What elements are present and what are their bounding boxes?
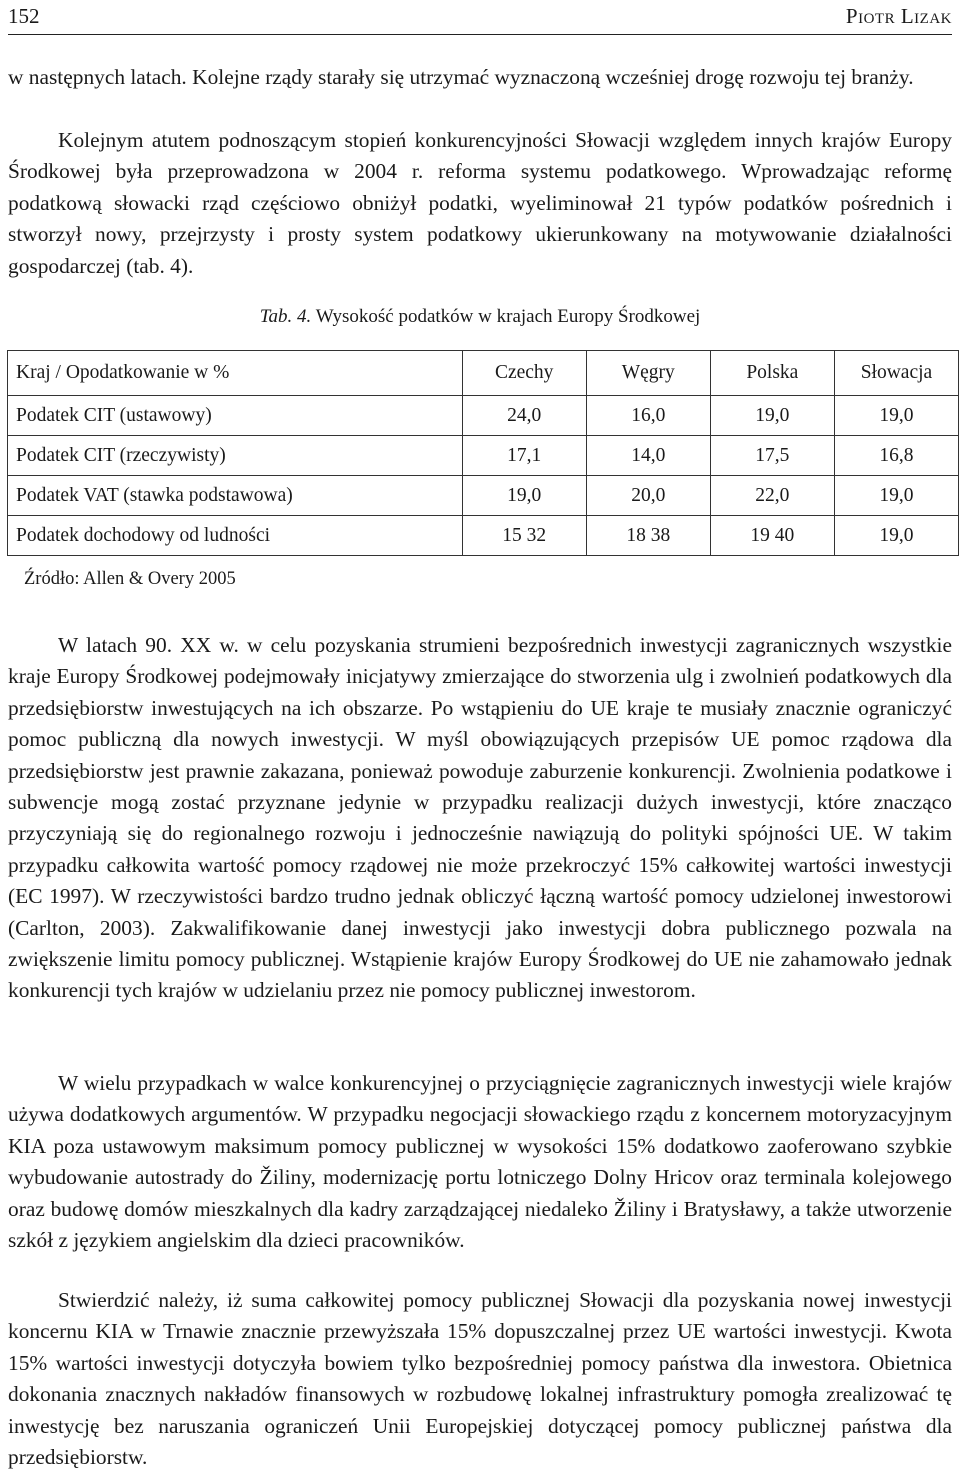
table-cell: 16,0 <box>586 396 710 436</box>
table-cell: 17,5 <box>710 436 834 476</box>
paragraph-continuation: w następnych latach. Kolejne rządy starały się utrzymać wyznaczoną wcześniej drogę rozwoju tej branży. <box>8 65 914 89</box>
running-author: Piotr Lizak <box>845 4 952 28</box>
paragraph-kia-negotiations: W wielu przypadkach w walce konkurencyjnej o przyciągnięcie zagranicznych inwestycji wiele krajów używa dodatkowych argumentów. W przypadku negocjacji słowackiego rządu z koncernem motoryzacyjnym KIA poza ustawowym maksimum pomocy publicznej w wysokości 15% dodatkowo zaoferowano szybkie wybudowanie autostrady do Žiliny, modernizację portu lotniczego Dolny Hricov oraz terminala kolejowego oraz budowę domów mieszkalnych dla kadry zarządzającej niedaleko Žiliny i Bratysławy, a także utworzenie szkół z językiem angielskim dla dzieci pracowników. <box>8 1071 952 1253</box>
table-cell: Podatek dochodowy od ludności <box>8 516 463 556</box>
page-header <box>8 0 952 35</box>
paragraph-conclusion: Stwierdzić należy, iż suma całkowitej pomocy publicznej Słowacji dla pozyskania nowej inwestycji koncernu KIA w Trnawie znacznie przewyższała 15% dopuszczalnej przez UE wartości inwestycji. Kwota 15% wartości inwestycji dotyczyła bowiem tylko bezpośredniej pomocy państwa dla inwestora. Obietnica dokonania znacznych nakładów finansowych w rozbudowę lokalnej infrastruktury pomogła zrealizować tę inwestycję bez naruszania ograniczeń Unii Europejskiej dotyczącej pomocy publicznej państwa dla przedsiębiorstw. <box>8 1288 952 1470</box>
table-cell: 20,0 <box>586 476 710 516</box>
table-cell: 19,0 <box>462 476 586 516</box>
column-header: Polska <box>710 351 834 396</box>
table-caption-title: Wysokość podatków w krajach Europy Środkowej <box>315 306 701 327</box>
column-header: Czechy <box>462 351 586 396</box>
table-source-note: Źródło: Allen & Overy 2005 <box>24 569 236 589</box>
table-row <box>8 476 959 516</box>
table-cell: 14,0 <box>586 436 710 476</box>
table-row <box>8 396 959 436</box>
table-cell: Podatek VAT (stawka podstawowa) <box>8 476 463 516</box>
column-header: Węgry <box>586 351 710 396</box>
table-cell: 19,0 <box>834 516 958 556</box>
table-cell: 17,1 <box>462 436 586 476</box>
table-cell: 24,0 <box>462 396 586 436</box>
paragraph-state-aid: W latach 90. XX w. w celu pozyskania strumieni bezpośrednich inwestycji zagranicznych wszystkie kraje Europy Środkowej podejmowały inicjatywy zmierzające do stworzenia ulg i zwolnień podatkowych dla przedsiębiorstw inwestujących na ich obszarze. Po wstąpieniu do UE kraje te musiały znacznie ograniczyć pomoc publiczną dla nowych inwestycji. W myśl obowiązujących przepisów UE pomoc rządowa dla przedsiębiorstw jest prawnie zakazana, ponieważ powoduje zaburzenie konkurencji. Zwolnienia podatkowe i subwencje mogą zostać przyznane jedynie w przypadku realizacji dużych inwestycji, które znacząco przyczyniają się do regionalnego rozwoju i jednocześnie nawiązują do polityki spójności UE. W takim przypadku całkowita wartość pomocy rządowej nie może przekroczyć 15% całkowitej wartości inwestycji (EC 1997). W rzeczywistości bardzo trudno jednak obliczyć łączną wartość pomocy udzielonej inwestorowi (Carlton, 2003). Zakwalifikowanie danej inwestycji jako inwestycji dobra publicznego pozwala na zwiększenie limitu pomocy publicznej. Wstąpienie krajów Europy Środkowej do UE nie zahamowało jednak konkurencji tych krajów w udzielaniu przez nie pomocy publicznej inwestorom. <box>8 633 952 1003</box>
column-header: Kraj / Opodatkowanie w % <box>8 351 463 396</box>
table-cell: 19,0 <box>710 396 834 436</box>
table-cell: Podatek CIT (ustawowy) <box>8 396 463 436</box>
table-cell: 15 32 <box>462 516 586 556</box>
table-caption-label: Tab. 4. <box>259 306 312 327</box>
paragraph-tax-reform: Kolejnym atutem podnoszącym stopień konkurencyjności Słowacji względem innych krajów Europy Środkowej była przeprowadzona w 2004 r. reforma systemu podatkowego. Wprowadzając reformę podatkową słowacki rząd częściowo obniżył podatki, wyeliminował 21 typów podatków pośrednich i stworzył nowy, przejrzysty i prosty system podatkowy ukierunkowany na motywowanie działalności gospodarczej (tab. 4). <box>8 128 952 278</box>
table-row <box>8 516 959 556</box>
table-cell: 18 38 <box>586 516 710 556</box>
page-number: 152 <box>8 4 40 28</box>
table-cell: 22,0 <box>710 476 834 516</box>
tax-rates-table <box>7 350 959 556</box>
table-cell: 19,0 <box>834 476 958 516</box>
table-cell: 19,0 <box>834 396 958 436</box>
column-header: Słowacja <box>834 351 958 396</box>
table-caption <box>0 303 960 331</box>
table-header-row <box>8 351 959 396</box>
table-cell: 19 40 <box>710 516 834 556</box>
table-cell: Podatek CIT (rzeczywisty) <box>8 436 463 476</box>
table-cell: 16,8 <box>834 436 958 476</box>
table-row <box>8 436 959 476</box>
